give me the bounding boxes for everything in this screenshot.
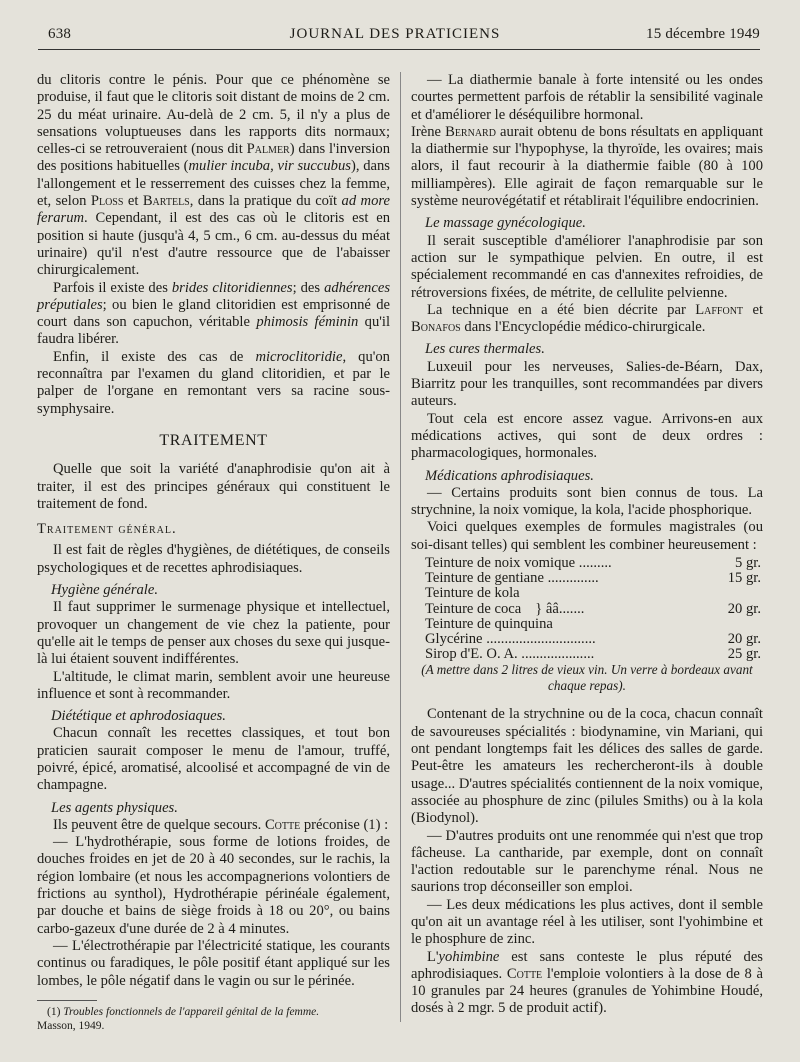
- section-heading: TRAITEMENT: [159, 431, 268, 449]
- formula-row: Teinture de gentiane .............. 15 gr.: [425, 570, 761, 587]
- formula-row: Teinture de kola: [425, 585, 520, 602]
- paragraph: Tout cela est encore assez vague. Arrivons-en aux médications actives, qui sont de deux ordres : pharmacologiques, hormonales.: [411, 410, 763, 462]
- footnote: (1) Troubles fonctionnels de l'appareil génital de la femme. Masson, 1949.: [37, 1005, 320, 1032]
- subsection-heading: Traitement général.: [37, 521, 177, 538]
- subsection-heading: Les agents physiques.: [51, 799, 178, 816]
- header-rule: [38, 49, 760, 50]
- paragraph: Chacun connaît les recettes classiques, et tout bon praticien saurait composer le menu de l'amour, truffé, poivré, épicé, aromatisé, alcoolisé et accompagné de vin de champagne.: [37, 725, 390, 794]
- subsection-heading: Les cures thermales.: [425, 341, 545, 358]
- paragraph: L'yohimbine est sans conteste le plus réputé des aphrodisiaques. Cotte l'emploie volontiers à la dose de 8 à 10 granules par 24 heures (granules de Yohimbine Houdé, dosés à 2 mgr. 5 de produit actif).: [411, 948, 763, 1017]
- formula-row: Sirop d'E. O. A. .................... 25 gr.: [425, 646, 761, 663]
- paragraph: — D'autres produits ont une renommée qui n'est que trop fâcheuse. La cantharide, par exemple, dont on connaît l'action redoutable sur le parenchyme rénal. Nous ne saurions trop déconseiller son emploi.: [411, 827, 763, 896]
- paragraph: Irène Bernard aurait obtenu de bons résultats en appliquant la diathermie sur l'hypophyse, la thyroïde, les ovaires; mais alors, il faut recourir à la diathermie faible (80 à 100 milliampères). Elle agirait de façon remarquable sur le système neurovégétatif et rétablirait l'équilibre endocrinien.: [411, 123, 764, 210]
- paragraph: Parfois il existe des brides clitoridiennes; des adhérences préputiales; ou bien le gland clitoridien est emprisonné de court dans son capuchon, véritable phimosis féminin qu'il faudra libérer.: [37, 279, 390, 348]
- paragraph: — L'électrothérapie par l'électricité statique, les courants continus ou faradiques, le pôle positif étant appliqué sur les lombes, le pôle négatif dans le vagin ou sur le périnée.: [37, 937, 390, 989]
- subsection-heading: Hygiène générale.: [51, 582, 158, 599]
- brace-icon: }: [535, 600, 543, 617]
- paragraph: Enfin, il existe des cas de microclitoridie, qu'on reconnaîtra par l'examen du gland clitoridien, et par le palper de l'organe en remontant vers sa racine sous-symphysaire.: [37, 348, 390, 417]
- paragraph: Ils peuvent être de quelque secours. Cotte préconise (1) :: [53, 816, 389, 833]
- issue-date: 15 décembre 1949: [646, 26, 760, 42]
- paragraph: L'altitude, le climat marin, semblent avoir une heureuse influence et sont à recommander.: [37, 668, 390, 702]
- paragraph: La technique en a été bien décrite par Laffont et Bonafos dans l'Encyclopédie médico-chirurgicale.: [411, 301, 764, 336]
- subsection-heading: Le massage gynécologique.: [425, 215, 586, 232]
- subsection-heading: Diététique et aphrodosiaques.: [51, 708, 226, 725]
- paragraph: Contenant de la strychnine ou de la coca, chacun connaît de savoureuses spécialités : biodynamine, vin Mariani, qui ont pendant longtemps fait les délices des salles de garde. Peut-être les amateurs les rechercheront-ils à double usage... D'autres spécialités contiennent de la noix vomique, associée au phosphure de zinc (pilules Smiths) ou à la kola (Biodynol).: [411, 706, 763, 827]
- paragraph: — La diathermie banale à forte intensité ou les ondes courtes permettent parfois de rétablir la sensibilité vaginale et d'améliorer le déséquilibre hormonal.: [411, 72, 763, 123]
- paragraph: Quelle que soit la variété d'anaphrodisie qu'on ait à traiter, il est des principes généraux qui constituent le traitement de fond.: [37, 461, 390, 512]
- prescription-formula: [425, 556, 761, 662]
- paragraph: Il faut supprimer le surmenage physique et intellectuel, provoquer un changement de vie chez la patiente, pour qu'elle ait le temps de penser aux choses du sexe qui jusque-là lui étaient souvent indifférentes.: [37, 599, 390, 668]
- formula-row: Glycérine .............................. 20 gr.: [425, 631, 761, 648]
- journal-title: JOURNAL DES PRATICIENS: [289, 26, 501, 42]
- paragraph: — Certains produits sont bien connus de tous. La strychnine, la noix vomique, la kola, l'acide phosphorique.: [411, 484, 763, 519]
- page-header: [30, 26, 760, 48]
- paragraph: Luxeuil pour les nerveuses, Salies-de-Béarn, Dax, Biarritz pour les tranquilles, sont recommandées par divers auteurs.: [411, 358, 763, 410]
- subsection-heading: Médications aphrodisiaques.: [425, 467, 594, 484]
- formula-row: Teinture de quinquina: [425, 615, 553, 632]
- paragraph: du clitoris contre le pénis. Pour que ce phénomène se produise, il faut que le clitoris soit distant de moins de 2 cm. 25 du méat urinaire. Au-delà de 2 cm. 5, il n'y a plus de sensations voluptueuses dans les rapports dits normaux; celles-ci se retrouveraient (nous dit Palmer) dans l'inversion des positions habituelles (mulier incuba, vir succubus), dans l'allongement et le resserrement des cuisses chez la femme, et, selon Ploss et Bartels, dans la pratique du coït ad more ferarum. Cependant, il est des cas où le clitoris est en position si haute (jusqu'à 4, 5 cm., 6 cm. au-dessus du méat urinaire) qu'il n'est d'autre ressource que de l'abaisser chirurgicalement.: [37, 72, 391, 279]
- formula-row: Teinture de noix vomique ......... 5 gr.: [425, 555, 761, 572]
- paragraph: Il est fait de règles d'hygiènes, de diététiques, de conseils psychologiques et de recettes aphrodisiaques.: [37, 542, 390, 576]
- paragraph: — Les deux médications les plus actives, dont il semble qu'on ait un avantage réel à les utiliser, sont l'yohimbine et le phosphure de zinc.: [411, 896, 763, 948]
- paragraph: — L'hydrothérapie, sous forme de lotions froides, de douches froides en jet de 20 à 40 secondes, sur le rachis, la région lombaire (et nous les accompagnerions volontiers de frictions au synthol), Hydrothérapie périnéale également, par douche et bains de siège froids à 18 ou 20°, ou bains carbo-gazeux d'une durée de 2 à 4 minutes.: [37, 834, 390, 937]
- paragraph: Voici quelques exemples de formules magistrales (ou soi-disant telles) qui semblent les combiner heureusement :: [411, 519, 763, 553]
- page-number: 638: [48, 26, 72, 42]
- paragraph: Il serait susceptible d'améliorer l'anaphrodisie par son action sur le sympathique pelvien. En outre, il est spécialement recommandé en cas d'annexites refroidies, de rétroversions fixées, de métrite, de cellulite pelvienne.: [411, 232, 763, 301]
- formula-row: Teinture de coca } ââ....... 20 gr.: [425, 600, 761, 617]
- formula-note: (A mettre dans 2 litres de vieux vin. Un verre à bordeaux avant chaque repas).: [421, 662, 753, 694]
- footnote-rule: [37, 1000, 97, 1001]
- column-divider: [400, 72, 401, 1022]
- right-column: [411, 72, 763, 1018]
- left-column: [37, 72, 390, 1033]
